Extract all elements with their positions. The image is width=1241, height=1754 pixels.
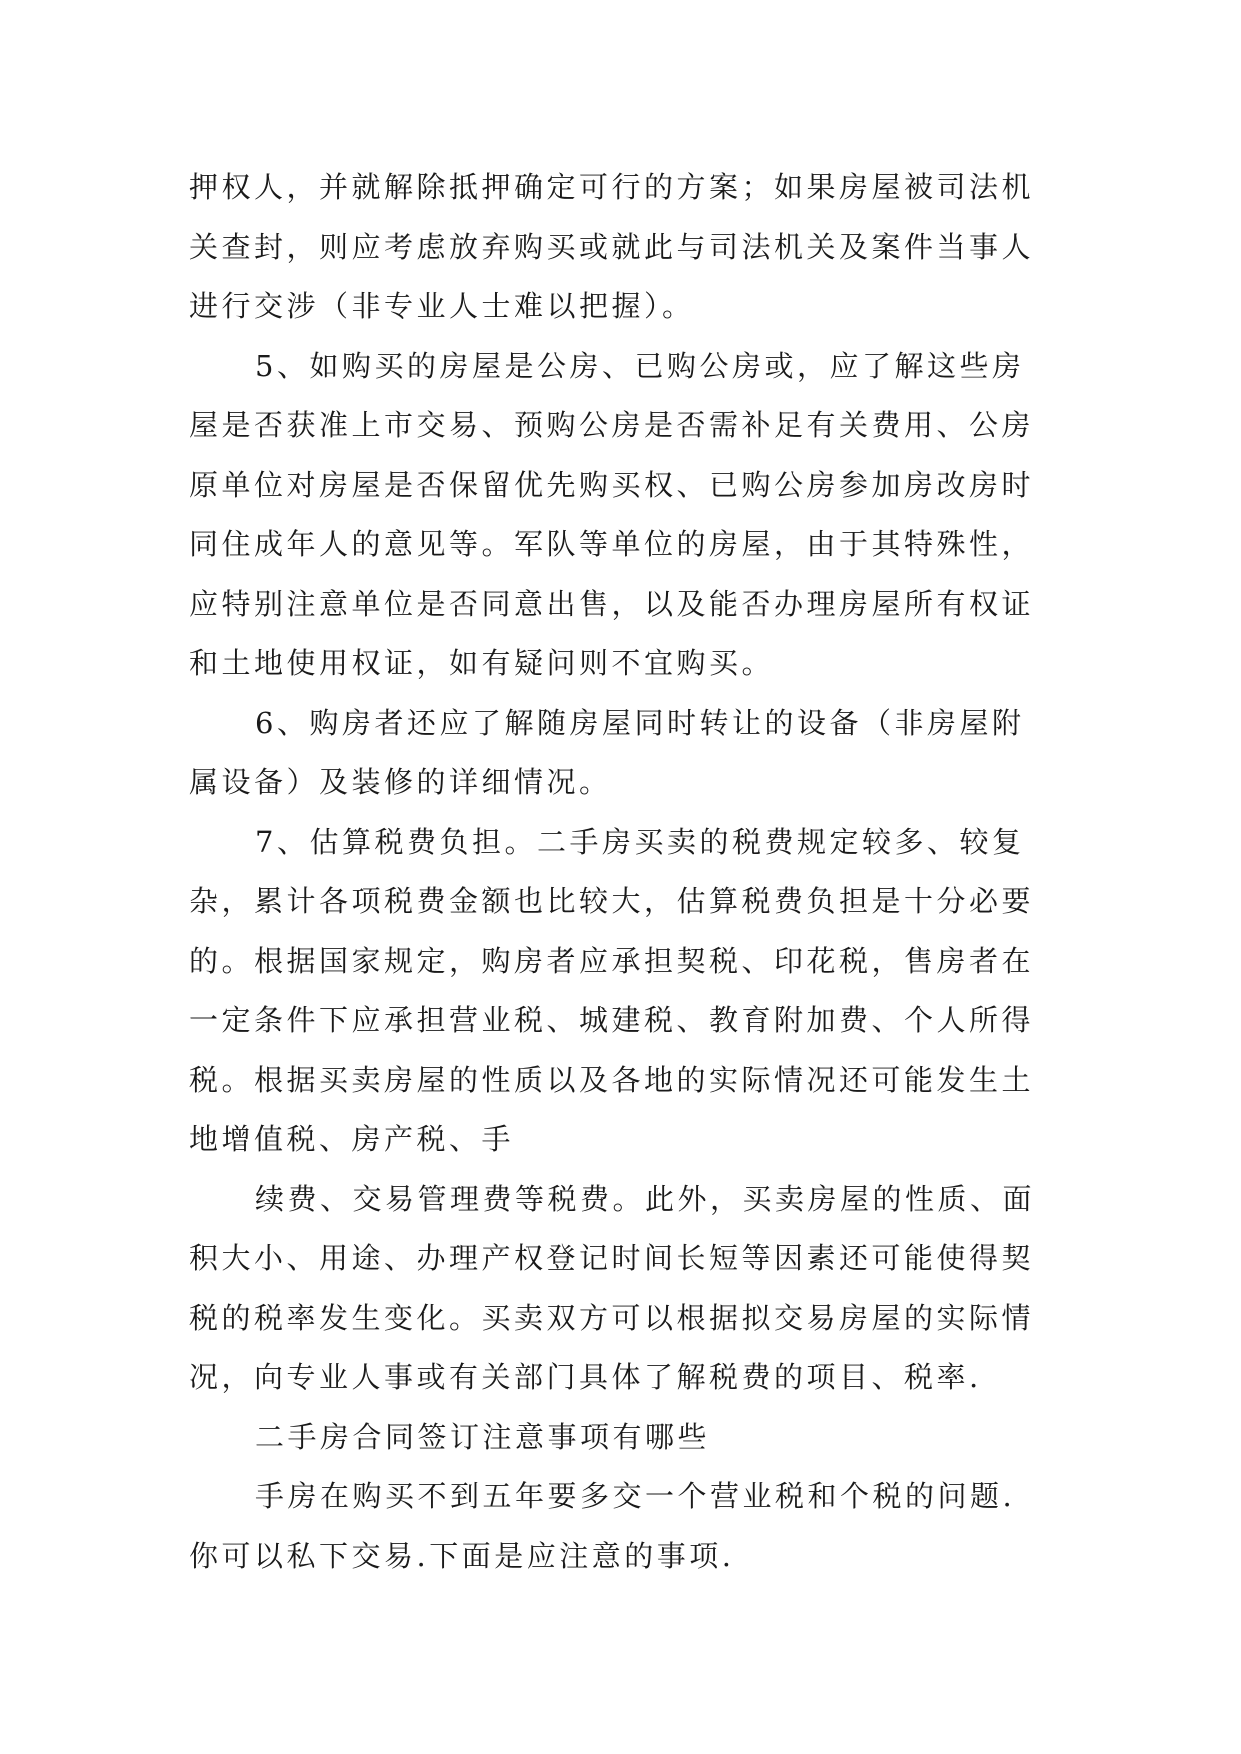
text-line: 地增值税、房产税、手: [189, 1122, 515, 1156]
text-line: 7、估算税费负担。二手房买卖的税费规定较多、较复: [255, 824, 1025, 859]
document-body: [189, 158, 1059, 1586]
text-line: 屋是否获准上市交易、预购公房是否需补足有关费用、公房: [189, 408, 1035, 442]
text-line: 续费、交易管理费等税费。此外，买卖房屋的性质、面: [255, 1181, 1036, 1216]
text-line: 杂，累计各项税费金额也比较大，估算税费负担是十分必要: [189, 884, 1035, 918]
text-line: 进行交涉（非专业人士难以把握）。: [189, 289, 695, 323]
text-line: 积大小、用途、办理产权登记时间长短等因素还可能使得契: [189, 1241, 1035, 1275]
text-line: 税的税率发生变化。买卖双方可以根据拟交易房屋的实际情: [189, 1300, 1035, 1335]
text-line: 的。根据国家规定，购房者应承担契税、印花税，售房者在: [189, 943, 1035, 978]
text-line: 和土地使用权证，如有疑问则不宜购买。: [189, 646, 775, 680]
text-line: 原单位对房屋是否保留优先购买权、已购公房参加房改房时: [189, 467, 1035, 502]
text-line: 手房在购买不到五年要多交一个营业税和个税的问题.: [255, 1479, 1016, 1513]
text-line: 税。根据买卖房屋的性质以及各地的实际情况还可能发生土: [189, 1062, 1035, 1097]
text-line: 5、如购买的房屋是公房、已购公房或，应了解这些房: [255, 348, 1025, 383]
text-line: 押权人，并就解除抵押确定可行的方案；如果房屋被司法机: [189, 170, 1035, 204]
text-line: 关查封，则应考虑放弃购买或就此与司法机关及案件当事人: [189, 229, 1035, 264]
text-line: 况，向专业人事或有关部门具体了解税费的项目、税率.: [189, 1360, 982, 1394]
text-line: 一定条件下应承担营业税、城建税、教育附加费、个人所得: [189, 1003, 1035, 1037]
text-line: 你可以私下交易.下面是应注意的事项.: [189, 1538, 735, 1573]
text-line: 应特别注意单位是否同意出售，以及能否办理房屋所有权证: [189, 586, 1035, 621]
text-line: 同住成年人的意见等。军队等单位的房屋，由于其特殊性，: [189, 527, 1035, 561]
text-line: 属设备）及装修的详细情况。: [189, 765, 612, 799]
text-line: 6、购房者还应了解随房屋同时转让的设备（非房屋附: [255, 705, 1025, 740]
text-line: 二手房合同签订注意事项有哪些: [255, 1419, 711, 1454]
